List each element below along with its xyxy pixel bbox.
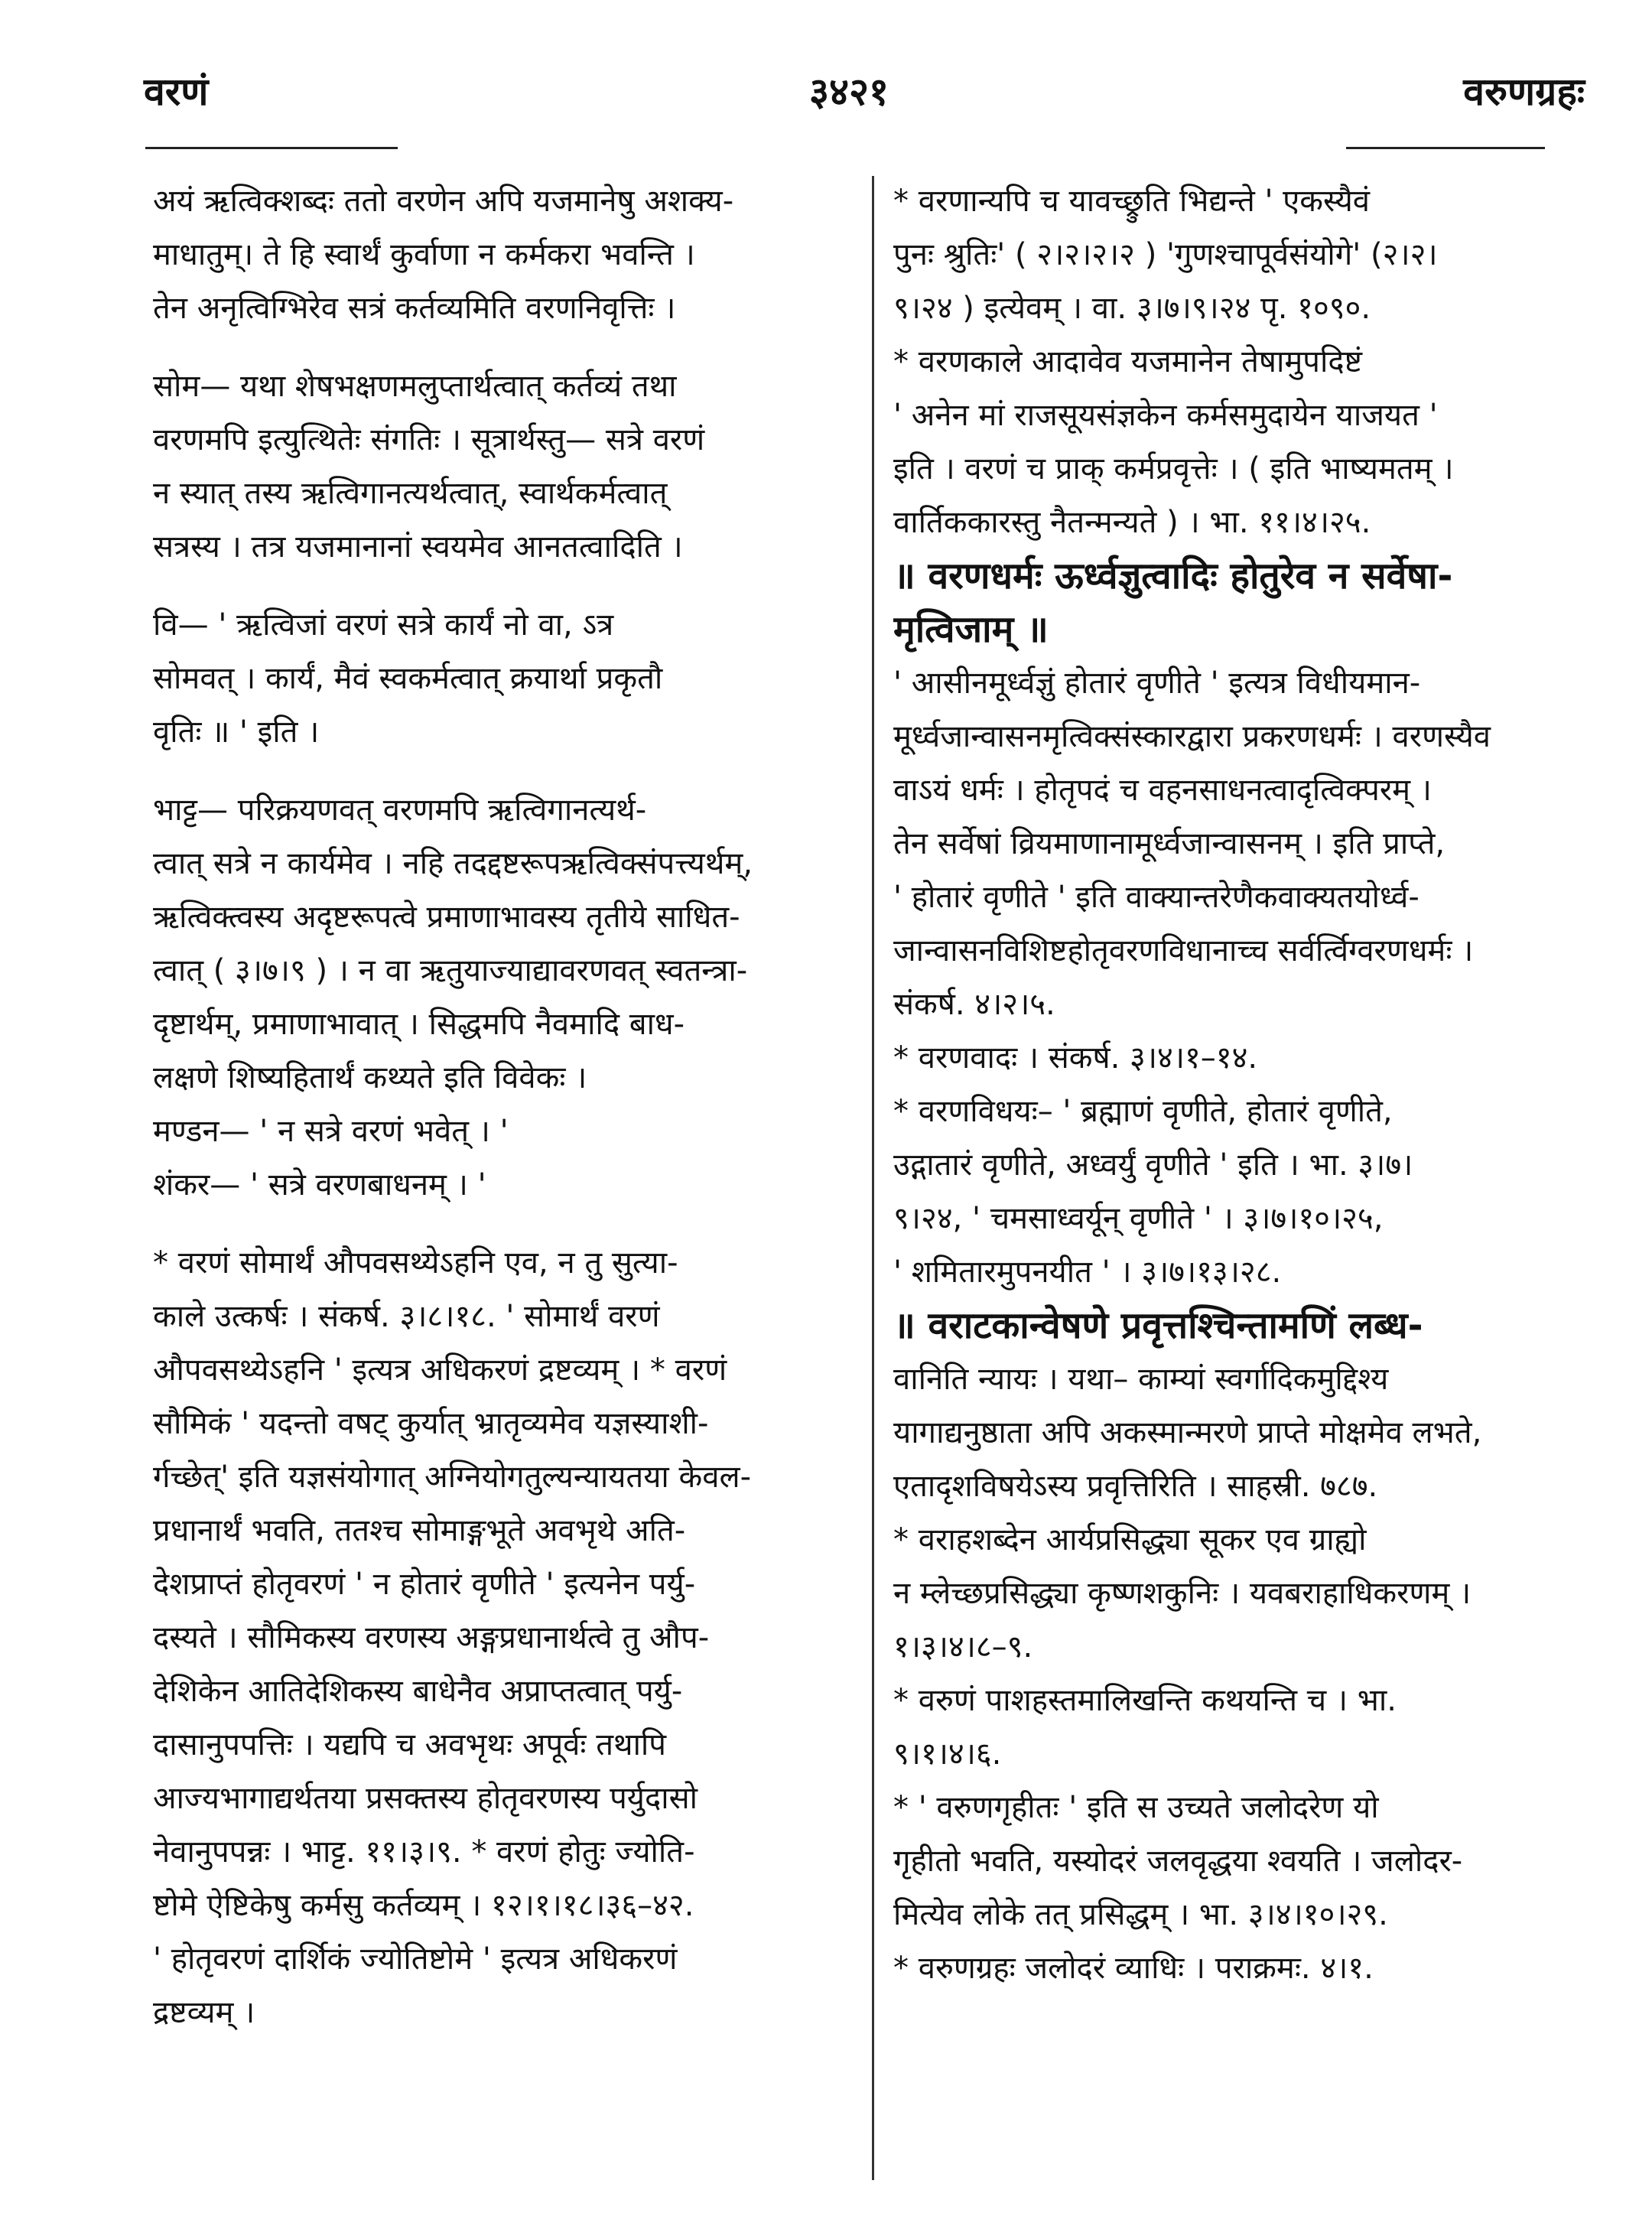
text-line: सोमवत् । कार्यं, मैवं स्वकर्मत्वात् क्रयार्था प्रकृतौ [153, 661, 663, 696]
text-line: * वरुणं पाशहस्तमालिखन्ति कथयन्ति च । भा. [893, 1683, 1397, 1718]
text-line: * वराहशब्देन आर्यप्रसिद्ध्या सूकर एव ग्राह्यो [893, 1522, 1367, 1557]
header-left-word: वरणं [144, 70, 209, 114]
text-line: दस्यते । सौमिकस्य वरणस्य अङ्गप्रधानार्थत्वे तु औप- [153, 1620, 710, 1655]
text-line: देशिकेन आतिदेशिकस्य बाधेनैव अप्राप्तत्वात् पर्यु- [153, 1674, 683, 1709]
heading-line: ॥ वरणधर्मः ऊर्ध्वज्ञुत्वादिः होतुरेव न सर्वेषा- [893, 555, 1453, 597]
text-line: प्रधानार्थं भवति, ततश्च सोमाङ्गभूते अवभृथे अति- [153, 1513, 686, 1548]
text-line: ९।१।४।६. [893, 1736, 1002, 1772]
text-line: * वरणं सोमार्थं औपवसथ्येऽहनि एव, न तु सुत्या- [153, 1245, 678, 1281]
text-line: * वरणविधयः– ' ब्रह्माणं वृणीते, होतारं वृणीते, [893, 1094, 1393, 1129]
text-line: संकर्ष. ४।२।५. [893, 987, 1055, 1022]
text-line: ९।२४ ) इत्येवम् । वा. ३।७।९।२४ पृ. १०९०. [893, 291, 1371, 326]
text-line: मित्येव लोके तत् प्रसिद्धम् । भा. ३।४।१०।२९. [893, 1897, 1388, 1932]
text-line: गृहीतो भवति, यस्योदरं जलवृद्धया श्वयति । जलोदर- [893, 1844, 1463, 1879]
text-line: ष्टोमे ऐष्टिकेषु कर्मसु कर्तव्यम् । १२।१।१८।३६–४२. [153, 1888, 694, 1923]
text-line: दासानुपपत्तिः । यद्यपि च अवभृथः अपूर्वः तथापि [153, 1727, 667, 1762]
text-line: द्रष्टव्यम् । [153, 1995, 255, 2030]
text-line: ' अनेन मां राजसूयसंज्ञकेन कर्मसमुदायेन याजयत ' [893, 398, 1438, 433]
text-line: मूर्ध्वजान्वासनमृत्विक्संस्कारद्वारा प्रकरणधर्मः । वरणस्यैव [893, 719, 1491, 754]
text-line: सत्रस्य । तत्र यजमानानां स्वयमेव आनतत्वादिति । [153, 529, 683, 565]
text-line: सोम— यथा शेषभक्षणमलुप्तार्थत्वात् कर्तव्यं तथा [153, 369, 677, 404]
text-line: वृतिः ॥ ' इति । [153, 714, 320, 750]
heading-line: मृत्विजाम् ॥ [893, 608, 1049, 651]
text-line: ' होतारं वृणीते ' इति वाक्यान्तरेणैकवाक्यतयोर्ध्व- [893, 880, 1419, 915]
text-line: वाऽयं धर्मः । होतृपदं च वहनसाधनत्वादृत्विक्परम् । [893, 773, 1432, 808]
text-line: वार्तिककारस्तु नैतन्मन्यते ) । भा. ११।४।२५. [893, 505, 1371, 540]
text-line: र्गच्छेत्' इति यज्ञसंयोगात् अग्नियोगतुल्यन्यायतया केवल- [153, 1460, 752, 1495]
text-line: पुनः श्रुतिः' ( २।२।२।२ ) 'गुणश्चापूर्वसंयोगे' (२।२। [893, 237, 1438, 272]
text-line: तेन अनृत्विग्भिरेव सत्रं कर्तव्यमिति वरणनिवृत्तिः । [153, 291, 676, 326]
header-rule-left [145, 147, 398, 149]
header-rule-right [1346, 147, 1545, 149]
text-line: इति । वरणं च प्राक् कर्मप्रवृत्तेः । ( इति भाष्यमतम् । [893, 451, 1454, 487]
text-line: माधातुम्। ते हि स्वार्थं कुर्वाणा न कर्मकरा भवन्ति । [153, 237, 695, 272]
text-line: ९।२४, ' चमसाध्वर्यून् वृणीते ' । ३।७।१०।२५, [893, 1201, 1384, 1236]
text-line: * वरुणग्रहः जलोदरं व्याधिः । पराक्रमः. ४।१. [893, 1951, 1374, 1986]
text-line: अयं ऋत्विक्शब्दः ततो वरणेन अपि यजमानेषु अशक्य- [153, 184, 734, 219]
text-line: * वरणान्यपि च यावच्छ्रुति भिद्यन्ते ' एकस्यैवं [893, 184, 1371, 219]
heading-line: ॥ वराटकान्वेषणे प्रवृत्तश्चिन्तामणिं लब्ध- [893, 1304, 1423, 1347]
text-line: वरणमपि इत्युत्थितेः संगतिः । सूत्रार्थस्तु— सत्रे वरणं [153, 422, 705, 457]
text-line: आज्यभागाद्यर्थतया प्रसक्तस्य होतृवरणस्य पर्युदासो [153, 1781, 698, 1816]
text-line: त्वात् सत्रे न कार्यमेव । नहि तदद्दष्टरूपऋत्विक्संपत्त्यर्थम्, [153, 846, 753, 881]
text-line: काले उत्कर्षः । संकर्ष. ३।८।१८. ' सोमार्थं वरणं [153, 1299, 660, 1334]
text-line: शंकर— ' सत्रे वरणबाधनम् । ' [153, 1167, 486, 1203]
text-line: ' होतृवरणं दार्शिकं ज्योतिष्टोमे ' इत्यत्र अधिकरणं [153, 1941, 678, 1977]
text-line: न स्यात् तस्य ऋत्विगानत्यर्थत्वात्, स्वार्थकर्मत्वात् [153, 476, 668, 511]
left-column [153, 174, 853, 2039]
text-line: उद्गातारं वृणीते, अध्वर्युं वृणीते ' इति । भा. ३।७। [893, 1147, 1413, 1183]
text-line: ऋत्विक्त्वस्य अदृष्टरूपत्वे प्रमाणाभावस्य तृतीये साधित- [153, 900, 740, 935]
text-line: दृष्टार्थम्, प्रमाणाभावात् । सिद्धमपि नैवमादि बाध- [153, 1007, 685, 1042]
text-line: औपवसथ्येऽहनि ' इत्यत्र अधिकरणं द्रष्टव्यम् । * वरणं [153, 1352, 727, 1388]
text-line: लक्षणे शिष्यहितार्थं कथ्यते इति विवेकः । [153, 1060, 587, 1095]
column-divider [872, 176, 874, 2180]
text-line: ' शमितारमुपनयीत ' । ३।७।१३।२८. [893, 1255, 1282, 1290]
text-line: न म्लेच्छप्रसिद्ध्या कृष्णशकुनिः । यवबराहाधिकरणम् । [893, 1576, 1472, 1611]
text-line: त्वात् ( ३।७।९ ) । न वा ऋतुयाज्याद्यावरणवत् स्वतन्त्रा- [153, 953, 748, 988]
text-line: १।३।४।८–९. [893, 1629, 1033, 1665]
text-line: मण्डन— ' न सत्रे वरणं भवेत् । ' [153, 1114, 509, 1149]
text-line: ' आसीनमूर्ध्वज्ञुं होतारं वृणीते ' इत्यत्र विधीयमान- [893, 666, 1421, 701]
text-line: जान्वासनविशिष्टहोतृवरणविधानाच्च सर्वर्त्विग्वरणधर्मः । [893, 933, 1474, 968]
text-line: भाट्ट— परिक्रयणवत् वरणमपि ऋत्विगानत्यर्थ- [153, 792, 647, 828]
text-line: यागाद्यनुष्ठाता अपि अकस्मान्मरणे प्राप्ते मोक्षमेव लभते, [893, 1415, 1482, 1450]
text-line: तेन सर्वेषां व्रियमाणानामूर्ध्वजान्वासनम् । इति प्राप्ते, [893, 826, 1446, 861]
text-line: वानिति न्यायः । यथा– काम्यां स्वर्गादिकमुद्दिश्य [893, 1362, 1389, 1397]
text-line: नेवानुपपन्नः । भाट्ट. ११।३।९. * वरणं होतुः ज्योति- [153, 1834, 695, 1870]
right-column [893, 174, 1585, 1995]
text-line: देशप्राप्तं होतृवरणं ' न होतारं वृणीते ' इत्यनेन पर्यु- [153, 1567, 696, 1602]
page-number: ३४२१ [809, 70, 889, 114]
text-line: * वरणवादः । संकर्ष. ३।४।१–१४. [893, 1040, 1258, 1076]
text-line: * वरणकाले आदावेव यजमानेन तेषामुपदिष्टं [893, 344, 1362, 379]
text-line: वि— ' ऋत्विजां वरणं सत्रे कार्यं नो वा, ऽत्र [153, 607, 614, 643]
text-line: * ' वरुणगृहीतः ' इति स उच्यते जलोदरेण यो [893, 1790, 1379, 1825]
text-line: सौमिकं ' यदन्तो वषट् कुर्यात् भ्रातृव्यमेव यज्ञस्याशी- [153, 1406, 709, 1441]
header-right-word: वरुणग्रहः [1463, 70, 1585, 114]
text-line: एतादृशविषयेऽस्य प्रवृत्तिरिति । साहस्री. ७८७. [893, 1469, 1378, 1504]
